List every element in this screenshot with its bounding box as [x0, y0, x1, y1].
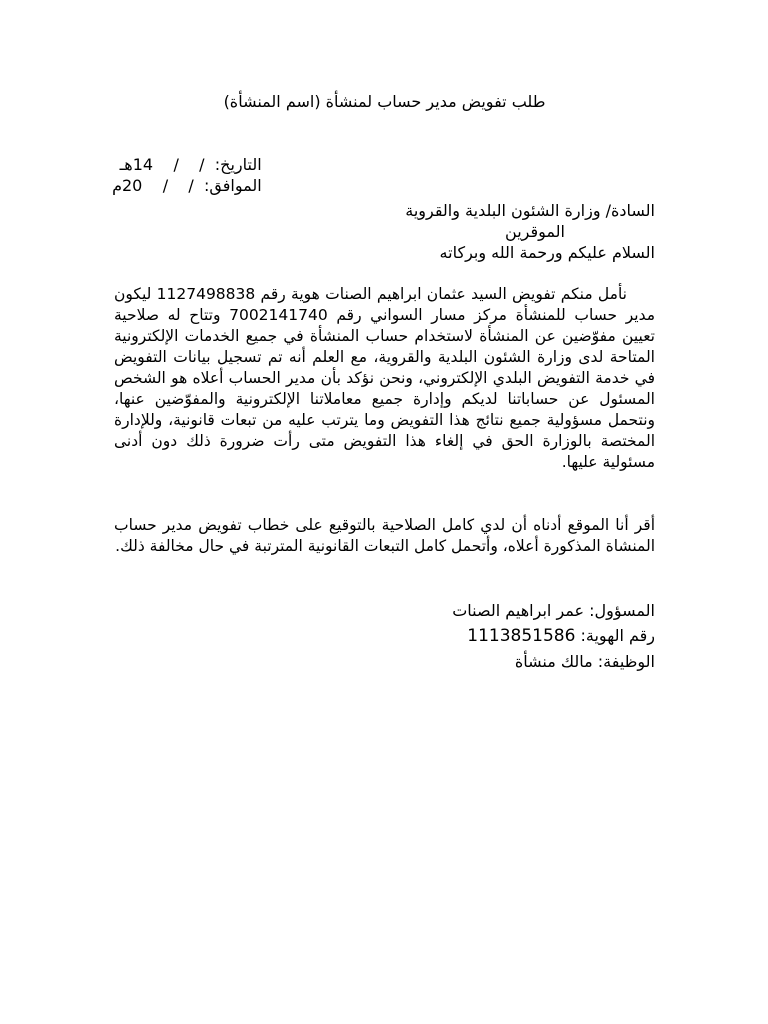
id-line [114, 623, 655, 649]
signature-block [114, 598, 655, 674]
recipient-name: السادة/ وزارة الشئون البلدية والقروية [405, 201, 655, 220]
job-title: الوظيفة: مالك منشأة [514, 652, 655, 671]
responsible-person: المسؤول: عمر ابراهيم الصنات [452, 601, 655, 620]
id-number: 1113851586 [467, 626, 576, 646]
id-label: رقم الهوية: [575, 626, 655, 645]
authorization-text: نأمل منكم تفويض السيد عثمان ابراهيم الصنات هوية رقم 1127498838 ليكون مدير حساب للمنشأة مركز مسار السواني رقم 7002141740 وتتاح له صلاحية تعيين مفوّضين عن المنشأة لاستخدام حساب المنشأة في جميع الخدمات الإلكترونية المتاحة لدى وزارة الشئون البلدية والقروية، مع العلم أنه تم تسجيل بيانات التفويض في خدمة التفويض البلدي الإلكتروني، ونحن نؤكد بأن مدير الحساب أعلاه هو الشخص المسئول عن حساباتنا لديكم وإدارة جميع معاملاتنا الإلكترونية والمفوّضين عنها، ونتحمل مسؤولية جميع نتائج هذا التفويض وما يترتب عليه من تبعات قانونية، وللإدارة المختصة بالوزارة الحق في إلغاء هذا التفويض متى رأت ضرورة ذلك دون أدنى مسئولية عليها. [114, 285, 656, 471]
hijri-date: التاريخ: / / 14هـ [119, 155, 262, 174]
declaration-paragraph: أقر أنا الموقع أدناه أن لدي كامل الصلاحية بالتوقيع على خطاب تفويض مدير حساب المنشاة المذكورة أعلاه، وأتحمل كامل التبعات القانونية المترتبة في حال مخالفة ذلك. [114, 516, 655, 555]
recipient-honorific: الموقرين [505, 222, 565, 241]
recipient-block [114, 200, 655, 263]
authorization-paragraph [114, 284, 655, 473]
gregorian-date: الموافق: / / 20م [112, 176, 262, 195]
greeting: السلام عليكم ورحمة الله وبركاته [439, 243, 655, 262]
letter-title: طلب تفويض مدير حساب لمنشأة (اسم المنشأة) [223, 92, 546, 111]
